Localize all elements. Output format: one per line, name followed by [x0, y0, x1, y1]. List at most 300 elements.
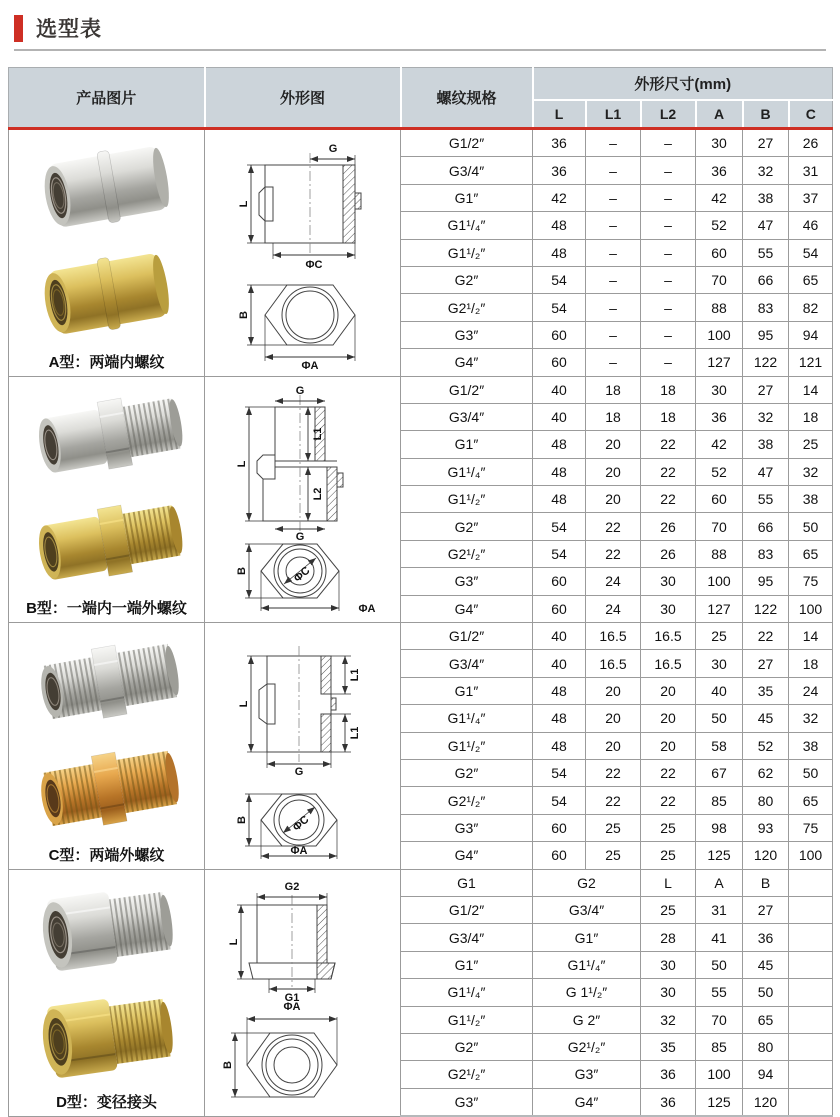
outline-drawing-A — [205, 135, 401, 371]
dimension-cell: 25 — [586, 814, 641, 841]
dimension-cell: 85 — [696, 787, 743, 814]
outline-drawing-C — [205, 628, 401, 864]
dimension-cell: 26 — [641, 513, 696, 540]
thread-spec-cell: G1¹/₄″ — [401, 212, 533, 239]
dimension-cell: 40 — [696, 677, 743, 704]
dimension-cell: 22 — [586, 540, 641, 567]
dimension-cell: – — [641, 157, 696, 184]
dimension-cell: B — [743, 869, 789, 896]
dimension-cell: 32 — [743, 403, 789, 430]
dimension-cell: A — [696, 869, 743, 896]
dimension-cell: 80 — [743, 787, 789, 814]
dimension-cell: 65 — [789, 266, 833, 293]
dimension-cell — [789, 1006, 833, 1033]
dimension-cell: 66 — [743, 266, 789, 293]
outline-drawing-cell-B — [205, 376, 401, 623]
dimension-cell: 88 — [696, 540, 743, 567]
dimension-cell: – — [641, 239, 696, 266]
thread-spec-cell: G3″ — [401, 1088, 533, 1116]
dimension-cell: 38 — [743, 431, 789, 458]
thread-spec-cell: G3″ — [401, 321, 533, 348]
dimension-cell: – — [586, 184, 641, 211]
dimension-cell: G2 — [533, 869, 641, 896]
dimension-cell: 48 — [533, 705, 586, 732]
thread-spec-cell: G3″ — [401, 568, 533, 595]
dimension-cell: 20 — [586, 732, 641, 759]
dimension-cell: 65 — [789, 787, 833, 814]
dimension-cell: 32 — [789, 705, 833, 732]
dimension-cell: 88 — [696, 294, 743, 321]
page-header — [14, 14, 826, 42]
dimension-cell: 47 — [743, 458, 789, 485]
dimension-cell: 54 — [789, 239, 833, 266]
selection-table-body — [9, 129, 833, 1117]
dimension-cell: 30 — [641, 979, 696, 1006]
thread-spec-cell: G1¹/₂″ — [401, 239, 533, 266]
dim-label-phi-c: ΦC — [290, 813, 312, 834]
dimension-cell: 27 — [743, 376, 789, 403]
dimension-cell: 14 — [789, 376, 833, 403]
dimension-cell: 32 — [789, 458, 833, 485]
dimension-cell: 48 — [533, 431, 586, 458]
dim-label-l: L — [238, 700, 250, 708]
dimension-cell: 22 — [641, 787, 696, 814]
dimension-cell: 54 — [533, 759, 586, 786]
thread-spec-cell: G1¹/₄″ — [401, 979, 533, 1006]
dimension-cell: 35 — [641, 1033, 696, 1060]
thread-spec-cell: G3″ — [401, 814, 533, 841]
catalog-page — [0, 14, 840, 1111]
dim-label-g2: G2 — [284, 880, 300, 893]
title-divider — [14, 49, 826, 51]
thread-spec-cell: G2¹/₂″ — [401, 1061, 533, 1088]
dimension-cell: 31 — [789, 157, 833, 184]
dim-label-l1-bottom: L1 — [349, 726, 361, 740]
dimension-cell: 20 — [641, 732, 696, 759]
dimension-cell: 22 — [641, 486, 696, 513]
dimension-cell: 50 — [696, 705, 743, 732]
thread-spec-cell: G1¹/₂″ — [401, 1006, 533, 1033]
dimension-cell: 22 — [641, 458, 696, 485]
table-row — [9, 623, 833, 650]
title-accent-bar — [14, 15, 23, 42]
dimension-cell: 52 — [696, 212, 743, 239]
dimension-cell: 47 — [743, 212, 789, 239]
thread-spec-cell: G1″ — [401, 951, 533, 978]
dimension-cell: 54 — [533, 540, 586, 567]
dimension-cell: G3/4″ — [533, 896, 641, 923]
dimension-cell: 37 — [789, 184, 833, 211]
dimension-cell — [789, 951, 833, 978]
thread-spec-cell: G1″ — [401, 431, 533, 458]
dimension-cell: 27 — [743, 650, 789, 677]
dimension-cell: 14 — [789, 623, 833, 650]
dimension-cell: 30 — [696, 129, 743, 157]
dimension-cell: 100 — [696, 321, 743, 348]
header-product-image: 产品图片 — [9, 68, 205, 129]
dim-label-phi-a: ΦA — [283, 1000, 301, 1013]
dimension-cell: G1″ — [533, 924, 641, 951]
table-row — [9, 129, 833, 157]
dimension-cell: 28 — [641, 924, 696, 951]
dimension-cell: 85 — [696, 1033, 743, 1060]
dimension-cell: 32 — [641, 1006, 696, 1033]
product-type-label: C型：两端外螺纹 — [48, 846, 165, 864]
dimension-cell: 16.5 — [641, 623, 696, 650]
dim-label-l: L — [228, 938, 240, 945]
thread-spec-cell: G4″ — [401, 349, 533, 376]
dimension-cell: 54 — [533, 294, 586, 321]
product-photo-zinc — [21, 985, 193, 1085]
thread-spec-cell: G3/4″ — [401, 157, 533, 184]
header-dimensions: 外形尺寸(mm) — [533, 68, 833, 101]
dimension-cell — [789, 1033, 833, 1060]
thread-spec-cell: G3/4″ — [401, 403, 533, 430]
dimension-cell: 120 — [743, 842, 789, 869]
dimension-cell: 25 — [586, 842, 641, 869]
dimension-cell: 67 — [696, 759, 743, 786]
dimension-cell: 40 — [533, 403, 586, 430]
outline-drawing-D — [205, 875, 401, 1111]
dimension-cell: 38 — [789, 486, 833, 513]
dimension-cell: 36 — [533, 157, 586, 184]
dimension-cell: 45 — [743, 951, 789, 978]
thread-spec-cell: G4″ — [401, 842, 533, 869]
outline-drawing-cell-D — [205, 869, 401, 1116]
dimension-cell: 16.5 — [586, 650, 641, 677]
dim-label-phi-c: ΦC — [305, 258, 323, 271]
dimension-cell: 65 — [743, 1006, 789, 1033]
dimension-cell: G4″ — [533, 1088, 641, 1116]
dim-label-b: B — [238, 310, 250, 319]
dimension-cell: 70 — [696, 513, 743, 540]
dimension-cell: 100 — [789, 595, 833, 622]
dimension-cell — [789, 1061, 833, 1088]
product-photo-chrome — [21, 385, 193, 485]
dimension-cell: 70 — [696, 266, 743, 293]
dimension-cell: 22 — [743, 623, 789, 650]
product-photos — [9, 377, 204, 623]
dimension-cell: – — [641, 129, 696, 157]
dimension-cell: 100 — [696, 1061, 743, 1088]
dimension-cell: 36 — [641, 1088, 696, 1116]
header-outline-drawing: 外形图 — [205, 68, 401, 129]
dimension-cell: 42 — [696, 184, 743, 211]
dimension-cell: 30 — [696, 376, 743, 403]
thread-spec-cell: G1¹/₄″ — [401, 705, 533, 732]
dimension-cell: 20 — [586, 677, 641, 704]
dimension-cell: 62 — [743, 759, 789, 786]
product-photo-cell-C — [9, 623, 205, 870]
dim-label-g-bottom: G — [295, 531, 305, 544]
dimension-cell: 20 — [586, 431, 641, 458]
product-type-label: A型：两端内螺纹 — [48, 353, 165, 371]
dimension-cell: 55 — [696, 979, 743, 1006]
header-col-A: A — [696, 100, 743, 129]
product-photos — [9, 130, 204, 376]
dimension-cell: 125 — [696, 1088, 743, 1116]
dimension-cell: 93 — [743, 814, 789, 841]
dimension-cell: 20 — [641, 705, 696, 732]
dim-label-phi-a: ΦA — [358, 603, 376, 616]
thread-spec-cell: G1″ — [401, 677, 533, 704]
dimension-cell: 55 — [743, 486, 789, 513]
table-row — [9, 376, 833, 403]
dimension-cell: 38 — [743, 184, 789, 211]
dimension-cell: 80 — [743, 1033, 789, 1060]
dimension-cell: 22 — [586, 759, 641, 786]
thread-spec-cell: G2″ — [401, 266, 533, 293]
outline-drawing-cell-C — [205, 623, 401, 870]
dim-label-phi-a: ΦA — [301, 359, 319, 372]
dimension-cell: 24 — [586, 568, 641, 595]
dim-label-l1: L1 — [312, 427, 324, 441]
dimension-cell: 22 — [641, 431, 696, 458]
thread-spec-cell: G2¹/₂″ — [401, 787, 533, 814]
dimension-cell: 70 — [696, 1006, 743, 1033]
outline-drawing-cell-A — [205, 129, 401, 377]
dimension-cell: 26 — [641, 540, 696, 567]
dimension-cell: 127 — [696, 595, 743, 622]
dimension-cell: 36 — [533, 129, 586, 157]
dimension-cell: 18 — [641, 376, 696, 403]
product-photo-chrome — [21, 878, 193, 978]
dimension-cell: – — [641, 294, 696, 321]
dimension-cell: 65 — [789, 540, 833, 567]
dimension-cell: 50 — [789, 759, 833, 786]
thread-spec-cell: G1¹/₂″ — [401, 732, 533, 759]
dimension-cell: 48 — [533, 458, 586, 485]
dimension-cell: 20 — [586, 458, 641, 485]
thread-spec-cell: G4″ — [401, 595, 533, 622]
product-photos — [9, 870, 204, 1116]
dimension-cell: 58 — [696, 732, 743, 759]
product-photo-cell-B — [9, 376, 205, 623]
thread-spec-cell: G1 — [401, 869, 533, 896]
header-row-main — [9, 68, 833, 101]
dimension-cell: 60 — [533, 842, 586, 869]
dimension-cell: – — [641, 184, 696, 211]
product-photo-chrome — [21, 631, 193, 731]
dimension-cell: 100 — [696, 568, 743, 595]
header-thread-spec: 螺纹规格 — [401, 68, 533, 129]
dimension-cell: 82 — [789, 294, 833, 321]
thread-spec-cell: G1″ — [401, 184, 533, 211]
product-photo-zinc — [21, 492, 193, 592]
dimension-cell: 45 — [743, 705, 789, 732]
dimension-cell: 16.5 — [586, 623, 641, 650]
dimension-cell: 18 — [641, 403, 696, 430]
dimension-cell: 35 — [743, 677, 789, 704]
dimension-cell: 36 — [696, 403, 743, 430]
dimension-cell: 75 — [789, 568, 833, 595]
dimension-cell: – — [586, 349, 641, 376]
dimension-cell: 75 — [789, 814, 833, 841]
header-col-B: B — [743, 100, 789, 129]
product-photo-zinc — [21, 245, 193, 345]
dimension-cell: 50 — [789, 513, 833, 540]
dimension-cell: 60 — [533, 595, 586, 622]
dimension-cell: 48 — [533, 732, 586, 759]
dimension-cell: 54 — [533, 787, 586, 814]
dimension-cell: 36 — [641, 1061, 696, 1088]
dimension-cell: – — [586, 129, 641, 157]
dimension-cell: 22 — [586, 513, 641, 540]
dimension-cell: 27 — [743, 896, 789, 923]
header-col-L1: L1 — [586, 100, 641, 129]
dimension-cell: 94 — [743, 1061, 789, 1088]
dimension-cell: 22 — [586, 787, 641, 814]
dimension-cell: 25 — [641, 814, 696, 841]
dimension-cell: 40 — [533, 623, 586, 650]
dimension-cell: – — [641, 266, 696, 293]
product-photo-chrome — [21, 138, 193, 238]
dimension-cell: 30 — [641, 951, 696, 978]
dimension-cell: G3″ — [533, 1061, 641, 1088]
dimension-cell: 66 — [743, 513, 789, 540]
dimension-cell: 52 — [743, 732, 789, 759]
dimension-cell: 98 — [696, 814, 743, 841]
dimension-cell: 42 — [696, 431, 743, 458]
dimension-cell: 48 — [533, 212, 586, 239]
dimension-cell: G 2″ — [533, 1006, 641, 1033]
dimension-cell: 60 — [533, 814, 586, 841]
outline-drawing-B — [205, 381, 401, 617]
thread-spec-cell: G2″ — [401, 759, 533, 786]
dimension-cell: 122 — [743, 349, 789, 376]
dimension-cell: 122 — [743, 595, 789, 622]
page-title: 选型表 — [36, 18, 102, 41]
dimension-cell: – — [586, 321, 641, 348]
dim-label-phi-a: ΦA — [290, 844, 308, 857]
dimension-cell: G 1¹/₂″ — [533, 979, 641, 1006]
dim-label-b: B — [236, 567, 248, 576]
thread-spec-cell: G3/4″ — [401, 924, 533, 951]
dimension-cell: 48 — [533, 239, 586, 266]
dimension-cell: 125 — [696, 842, 743, 869]
dimension-cell: 48 — [533, 677, 586, 704]
dimension-cell: 41 — [696, 924, 743, 951]
dim-label-b: B — [222, 1060, 234, 1069]
dimension-cell: 30 — [696, 650, 743, 677]
dim-label-l: L — [236, 460, 248, 468]
dimension-cell: – — [586, 157, 641, 184]
dimension-cell: 100 — [789, 842, 833, 869]
dimension-cell: 50 — [696, 951, 743, 978]
dimension-cell: G2¹/₂″ — [533, 1033, 641, 1060]
dimension-cell: 50 — [743, 979, 789, 1006]
header-col-C: C — [789, 100, 833, 129]
dimension-cell: 20 — [641, 677, 696, 704]
product-photo-cell-D — [9, 869, 205, 1116]
dimension-cell: 48 — [533, 486, 586, 513]
dimension-cell: 40 — [533, 376, 586, 403]
dimension-cell: 24 — [586, 595, 641, 622]
header-col-L: L — [533, 100, 586, 129]
dimension-cell: 30 — [641, 568, 696, 595]
dim-label-phi-c: ΦC — [291, 564, 313, 586]
dim-label-g1: G1 — [284, 991, 300, 1004]
dimension-cell: 22 — [641, 759, 696, 786]
dimension-cell: 46 — [789, 212, 833, 239]
thread-spec-cell: G2¹/₂″ — [401, 294, 533, 321]
dimension-cell: L — [641, 869, 696, 896]
dimension-cell: 121 — [789, 349, 833, 376]
dimension-cell: – — [586, 239, 641, 266]
thread-spec-cell: G2¹/₂″ — [401, 540, 533, 567]
thread-spec-cell: G1¹/₂″ — [401, 486, 533, 513]
dimension-cell: 26 — [789, 129, 833, 157]
dimension-cell: 36 — [696, 157, 743, 184]
dim-label-l2: L2 — [312, 487, 324, 501]
dimension-cell: 83 — [743, 294, 789, 321]
dimension-cell: 18 — [789, 650, 833, 677]
dimension-cell: 25 — [641, 896, 696, 923]
dimension-cell: 27 — [743, 129, 789, 157]
dimension-cell: – — [586, 212, 641, 239]
product-type-label: D型：变径接头 — [56, 1093, 157, 1111]
dimension-cell: 54 — [533, 513, 586, 540]
dimension-cell: 60 — [533, 568, 586, 595]
thread-spec-cell: G2″ — [401, 513, 533, 540]
dimension-cell: – — [586, 294, 641, 321]
dimension-cell: – — [641, 212, 696, 239]
dim-label-g-top: G — [295, 385, 305, 398]
dimension-cell: 94 — [789, 321, 833, 348]
dimension-cell: 20 — [586, 486, 641, 513]
dimension-cell: 25 — [789, 431, 833, 458]
dim-label-g: G — [328, 142, 338, 155]
dimension-cell: 32 — [743, 157, 789, 184]
dim-label-b: B — [236, 815, 248, 824]
dimension-cell: 24 — [789, 677, 833, 704]
dimension-cell — [789, 924, 833, 951]
product-photo-zinc — [21, 738, 193, 838]
thread-spec-cell: G2″ — [401, 1033, 533, 1060]
dim-label-g: G — [294, 765, 304, 778]
thread-spec-cell: G1/2″ — [401, 376, 533, 403]
dimension-cell: 30 — [641, 595, 696, 622]
dimension-cell: 95 — [743, 568, 789, 595]
dimension-cell: 60 — [533, 349, 586, 376]
product-photo-cell-A — [9, 129, 205, 377]
dimension-cell: 38 — [789, 732, 833, 759]
dimension-cell: 18 — [586, 403, 641, 430]
dimension-cell: 127 — [696, 349, 743, 376]
dimension-cell: 120 — [743, 1088, 789, 1116]
dimension-cell: 52 — [696, 458, 743, 485]
dimension-cell — [789, 1088, 833, 1116]
header-col-L2: L2 — [641, 100, 696, 129]
dimension-cell: 55 — [743, 239, 789, 266]
dimension-cell: 83 — [743, 540, 789, 567]
dimension-cell: 60 — [696, 486, 743, 513]
thread-spec-cell: G1¹/₄″ — [401, 458, 533, 485]
selection-table — [8, 67, 833, 1117]
dimension-cell — [789, 979, 833, 1006]
dimension-cell: 60 — [533, 321, 586, 348]
dim-label-l1-top: L1 — [349, 668, 361, 682]
dimension-cell: 95 — [743, 321, 789, 348]
dimension-cell: 18 — [586, 376, 641, 403]
thread-spec-cell: G3/4″ — [401, 650, 533, 677]
dimension-cell — [789, 869, 833, 896]
thread-spec-cell: G1/2″ — [401, 896, 533, 923]
product-type-label: B型：一端内一端外螺纹 — [26, 600, 187, 618]
dimension-cell: 42 — [533, 184, 586, 211]
dimension-cell: 40 — [533, 650, 586, 677]
dimension-cell: 25 — [696, 623, 743, 650]
